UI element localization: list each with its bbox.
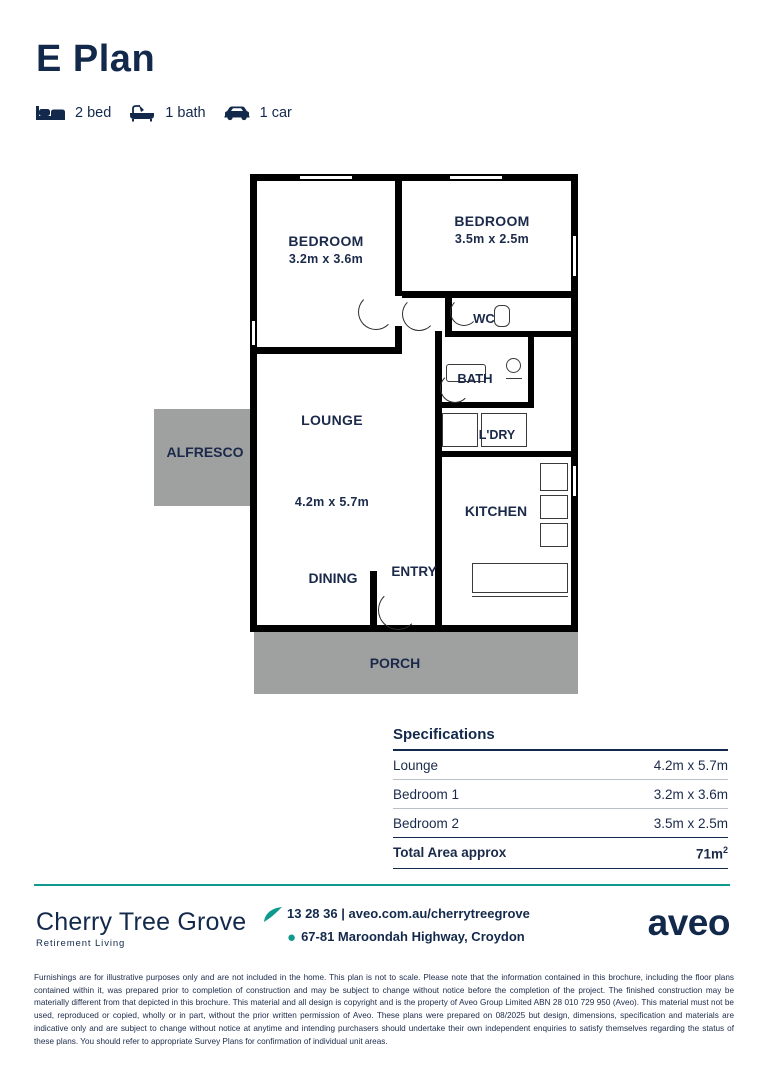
door-entry — [378, 590, 418, 630]
phone-number[interactable]: 13 28 36 — [287, 906, 338, 921]
village-branding — [36, 908, 246, 949]
specifications-table — [393, 726, 728, 869]
car-icon — [223, 104, 251, 122]
feature-summary — [36, 104, 300, 122]
wall-bed1-right — [395, 174, 402, 296]
label-lounge — [262, 411, 402, 430]
leaf-icon — [262, 906, 284, 931]
spec-value-bedroom-1: 3.2m x 3.6m — [653, 786, 728, 802]
window-bed2-top — [450, 176, 502, 179]
window-bed1-top — [300, 176, 352, 179]
spec-rule-bottom — [393, 868, 728, 870]
spec-value-lounge: 4.2m x 5.7m — [653, 757, 728, 773]
bedroom1-dim: 3.2m x 3.6m — [288, 251, 364, 266]
door-bedroom1 — [358, 294, 394, 330]
contact-block — [287, 904, 530, 947]
label-wc — [460, 311, 508, 326]
bed-icon — [36, 104, 66, 122]
lounge-name: LOUNGE — [301, 412, 363, 428]
aveo-logo-text: aveo — [647, 902, 730, 943]
spec-label-bedroom-2: Bedroom 2 — [393, 815, 460, 831]
label-bedroom-1 — [258, 232, 394, 268]
bedroom1-name: BEDROOM — [288, 233, 364, 249]
window-right-lounge — [573, 466, 576, 496]
wall-left-outer — [250, 174, 257, 632]
door-bedroom2 — [402, 297, 436, 331]
aveo-logo — [648, 902, 730, 944]
bedroom2-name: BEDROOM — [454, 213, 530, 229]
kitchen-text: KITCHEN — [464, 503, 528, 519]
bath-basin-fixture — [506, 358, 521, 373]
label-bedroom-2 — [412, 212, 572, 248]
bedroom2-dim: 3.5m x 2.5m — [454, 231, 530, 246]
page-title: E Plan — [36, 38, 156, 80]
lounge-dim: 4.2m x 5.7m — [294, 495, 370, 509]
wall-bath-right-stub — [528, 331, 534, 408]
specifications-heading: Specifications — [393, 726, 495, 743]
dining-text: DINING — [308, 570, 358, 586]
bath-icon — [128, 104, 156, 122]
disclaimer-text: Furnishings are for illustrative purposes only and are not included in the home. This plan is not to scale. Please note that the information contained in this brochure, including the floor plans contained within it, was prepared prior to completion of construction and may be subject to change without notice before the completion of the project. The finished construction may be materially different from that depicted in this brochure. This material and all design is copyright and is the property of Aveo Group Limited ABN 28 010 729 950 (Aveo). This material must not be used, reproduced or copied, wholly or in part, without the prior written permission of Aveo. These plans were prepared on 08/2025 but design, dimensions, specification and materials are indicative only and are subject to change without notice at anytime and intending purchasers should undertake their own independent enquiries to satisfy themselves regarding the status of these plans. You should refer to appropriate Survey Plans for confirmation of individual unit areas. — [34, 973, 734, 1046]
feature-label-car: 1 car — [259, 105, 292, 121]
entry-text: ENTRY — [391, 564, 437, 579]
label-bath — [445, 371, 505, 386]
feature-label-bath: 1 bath — [165, 105, 206, 121]
bath-text: BATH — [457, 371, 493, 386]
bath-shower-line — [506, 378, 522, 379]
contact-separator: | — [341, 906, 345, 921]
label-alfresco — [154, 444, 256, 460]
feature-label-bed: 2 bed — [75, 105, 112, 121]
wall-porch-step — [254, 625, 320, 632]
total-area-number: 71m — [695, 846, 723, 862]
village-name: Cherry Tree Grove — [36, 908, 247, 936]
kitchen-bench-edge — [472, 596, 568, 597]
wall-ldry-bottom — [435, 451, 578, 457]
spec-value-bedroom-2: 3.5m x 2.5m — [653, 815, 728, 831]
contact-line-1 — [287, 904, 530, 924]
label-kitchen — [443, 503, 549, 519]
spec-value-total — [696, 845, 728, 862]
map-pin-icon: ● — [287, 928, 297, 946]
contact-line-2 — [287, 927, 530, 947]
label-laundry — [468, 428, 526, 442]
spec-row-total — [393, 838, 728, 868]
label-lounge-dim — [262, 494, 402, 511]
address-text: 67-81 Maroondah Highway, Croydon — [301, 929, 525, 945]
footer-divider — [34, 884, 730, 886]
spec-label-total: Total Area approx — [393, 845, 507, 860]
spec-row-bedroom-1 — [393, 780, 728, 808]
wall-kitchen-left — [435, 457, 442, 632]
kitchen-fridge — [540, 463, 568, 491]
village-tagline: Retirement Living — [36, 938, 126, 949]
spec-row-bedroom-2 — [393, 809, 728, 837]
label-porch — [330, 655, 460, 671]
alfresco-text: ALFRESCO — [166, 444, 244, 460]
wc-text: WC — [473, 311, 495, 326]
window-left-bed1 — [252, 321, 255, 345]
kitchen-cooktop — [540, 523, 568, 547]
laundry-text: L'DRY — [478, 428, 516, 442]
wall-bath-bottom — [435, 402, 530, 408]
porch-text: PORCH — [369, 655, 421, 671]
spec-label-bedroom-1: Bedroom 1 — [393, 786, 460, 802]
kitchen-bench — [472, 563, 568, 593]
floor-plan — [150, 166, 580, 701]
total-area-unit-sup: 2 — [722, 845, 728, 855]
label-entry — [374, 564, 454, 579]
wall-bed2-bottom — [402, 291, 578, 298]
website-link[interactable]: aveo.com.au/cherrytreegrove — [348, 906, 530, 921]
spec-label-lounge: Lounge — [393, 757, 439, 773]
wall-wc-bottom — [445, 331, 578, 337]
wall-bed1-bottom — [250, 347, 402, 354]
window-right-bed2 — [573, 236, 576, 276]
spec-row-lounge — [393, 751, 728, 779]
